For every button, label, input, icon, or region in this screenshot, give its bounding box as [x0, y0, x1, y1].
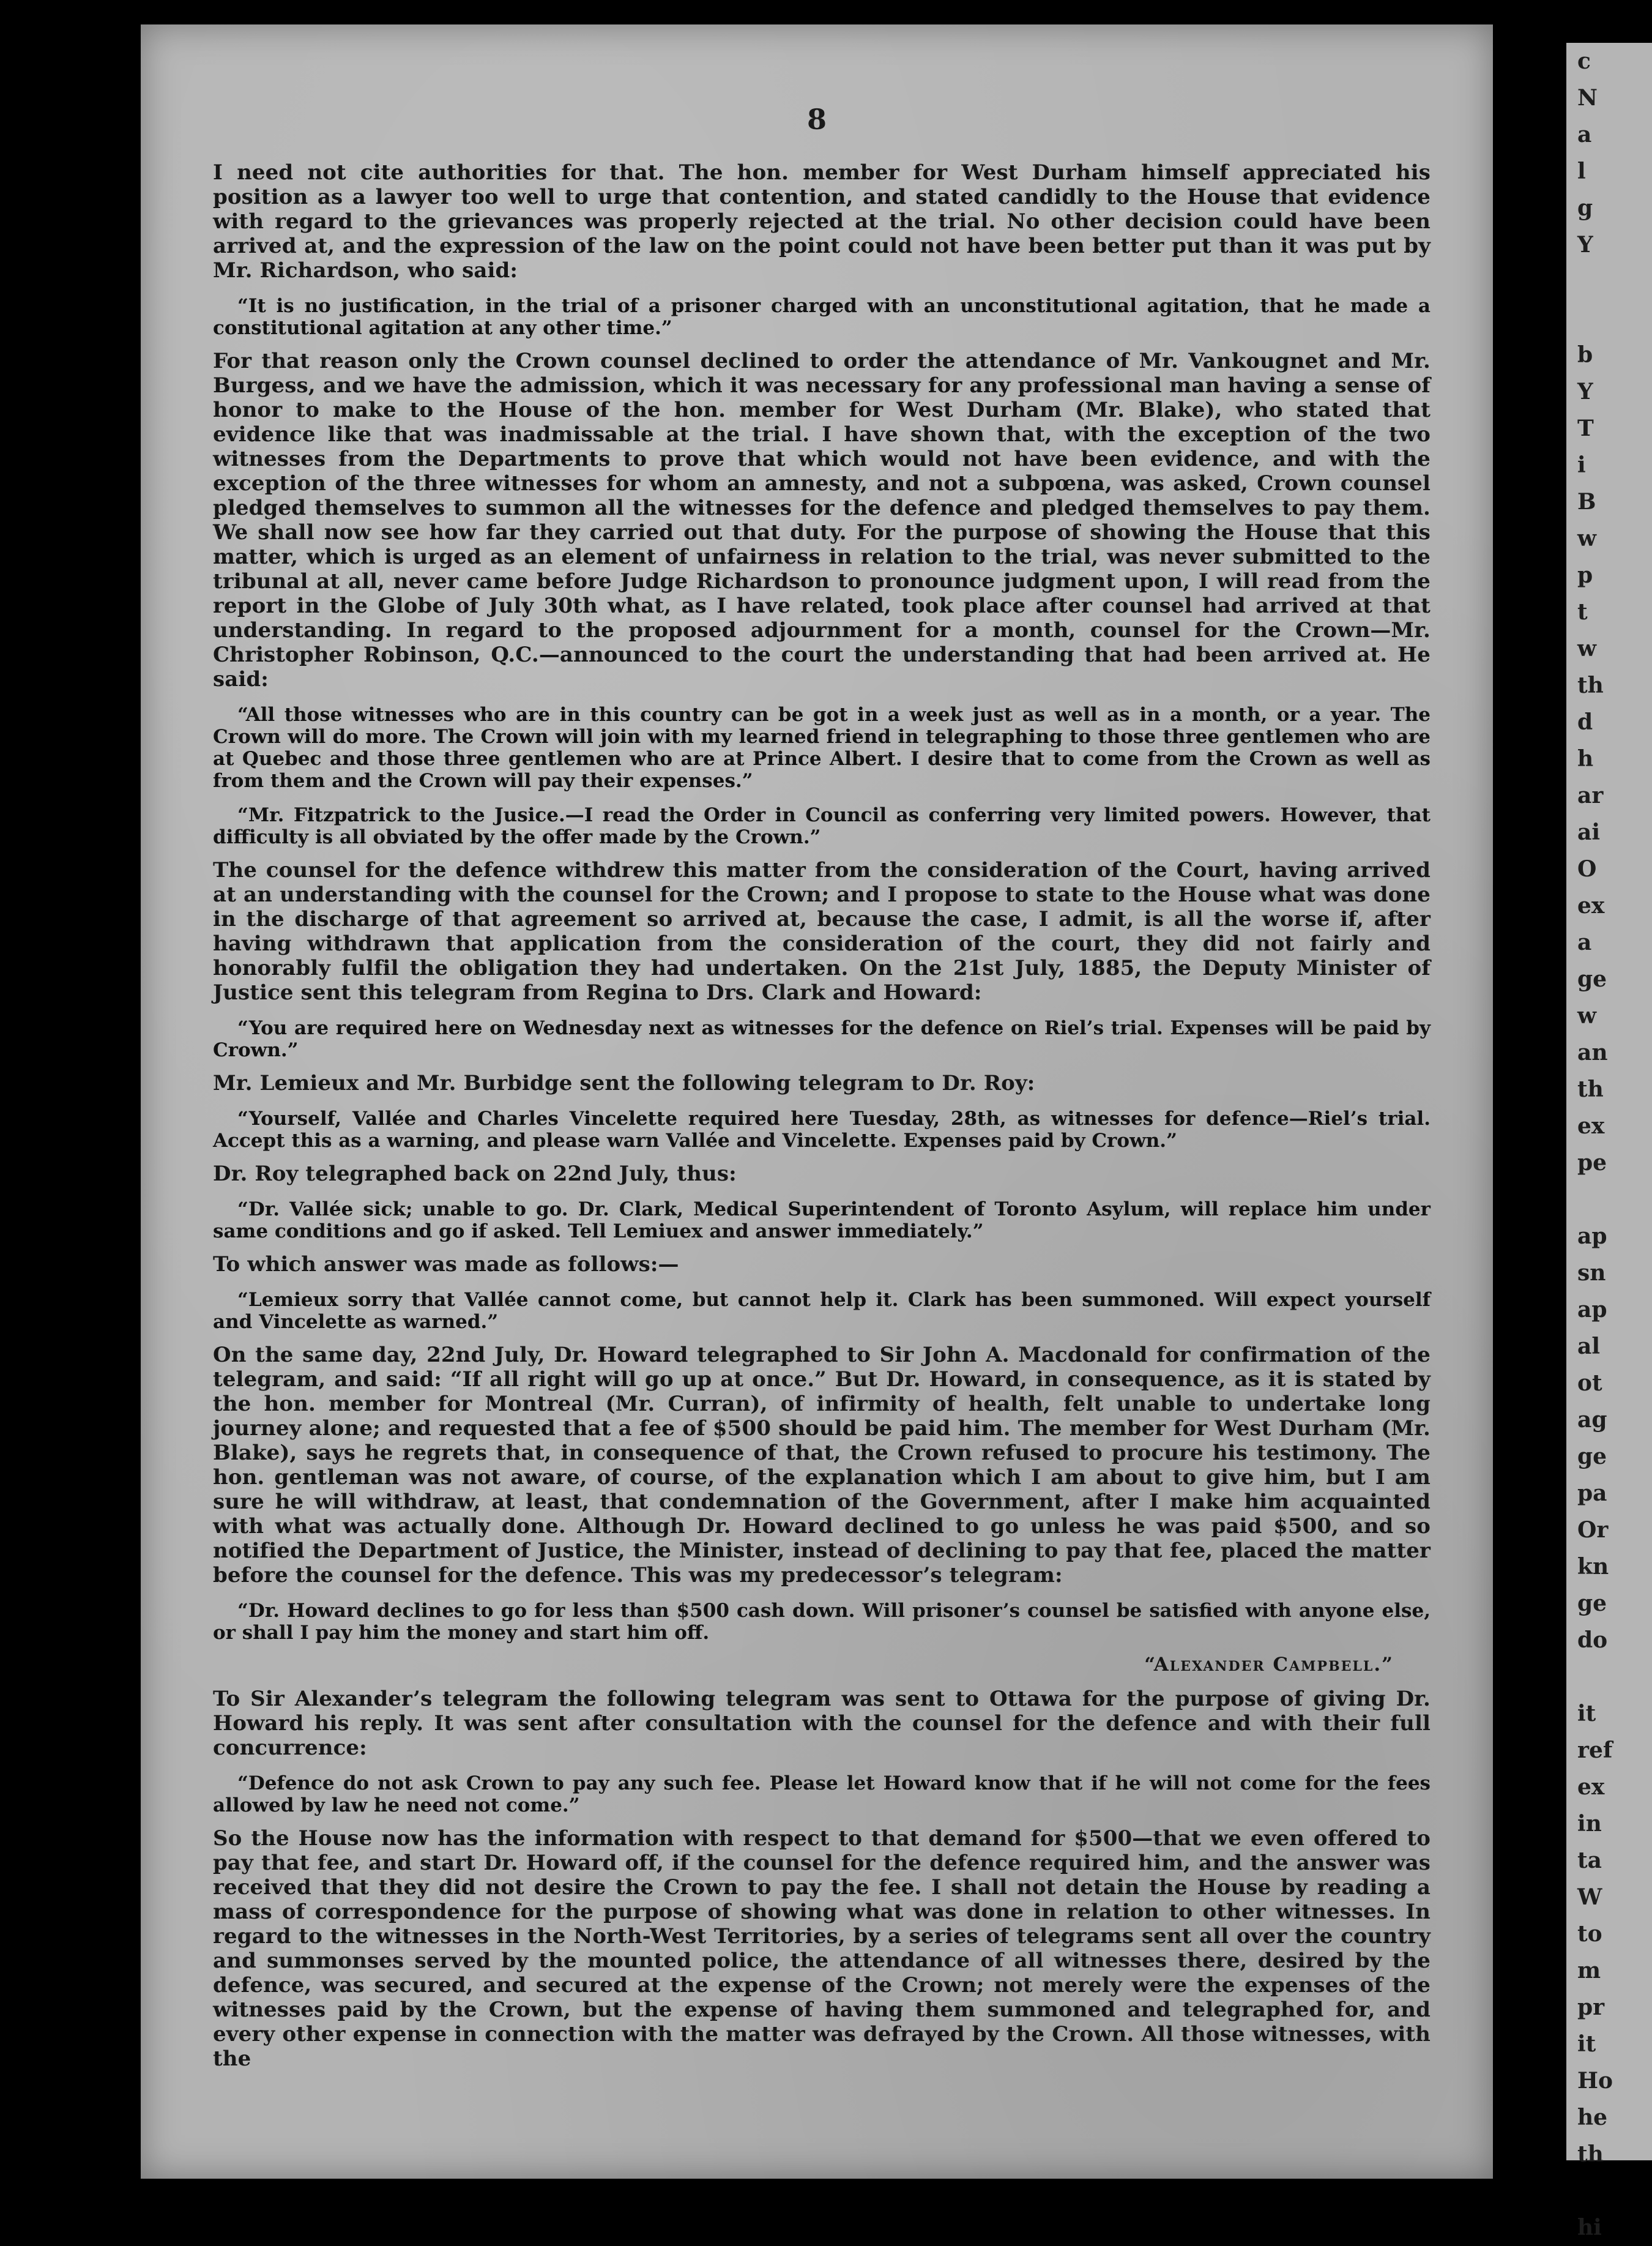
telegram-quote: “Mr. Fitzpatrick to the Jusice.—I read the Order in Council as conferring very limited powers. However, that difficulty is all obviated by the offer made by the Crown.” [213, 804, 1431, 848]
adjacent-page-text [1577, 43, 1645, 2246]
fragment-line: w [1577, 526, 1596, 551]
fragment-line: an [1577, 1040, 1608, 1065]
fragment-line: kn [1577, 1554, 1609, 1580]
fragment-line: th [1577, 673, 1604, 698]
body-paragraph: On the same day, 22nd July, Dr. Howard telegraphed to Sir John A. Macdonald for confirmation of the telegram, and said: “If all right will go up at once.” But Dr. Howard, in consequence, as it is stated by the hon. member for Montreal (Mr. Curran), of infirmity of health, felt unable to undertake long journey alone; and requested that a fee of $500 should be paid him. The member for West Durham (Mr. Blake), says he regrets that, in consequence of that, the Crown refused to procure his testimony. The hon. gentleman was not aware, of course, of the explanation which I am about to give him, but I am sure he will withdraw, at least, that condemnation of the Government, after I make him acquainted with what was actually done. Although Dr. Howard declined to go unless he was paid $500, and so notified the Department of Justice, the Minister, instead of declining to pay that fee, placed the matter before the counsel for the defence. This was my predecessor’s telegram: [213, 1343, 1431, 1587]
body-paragraph: The counsel for the defence withdrew this matter from the consideration of the Court, having arrived at an understanding with the counsel for the Crown; and I propose to state to the House what was done in the discharge of that agreement so arrived at, because the case, I admit, is all the worse if, after having withdrawn that application from the consideration of the court, they did not fairly and honorably fulfil the obligation they had undertaken. On the 21st July, 1885, the Deputy Minister of Justice sent this telegram from Regina to Drs. Clark and Howard: [213, 858, 1431, 1005]
fragment-line [1577, 2173, 1645, 2209]
document-body [213, 160, 1431, 2076]
fragment-line: a [1577, 122, 1592, 147]
body-paragraph: Dr. Roy telegraphed back on 22nd July, thus: [213, 1162, 737, 1186]
body-paragraph: For that reason only the Crown counsel declined to order the attendance of Mr. Vankougnet and Mr. Burgess, and we have the admission, which it was necessary for any professional man having a sense of honor to make to the House of the hon. member for West Durham (Mr. Blake), who stated that evidence like that was inadmissable at the trial. I have shown that, with the exception of the two witnesses from the Departments to prove that which would not have been evidence, and with the exception of the three witnesses for whom an amnesty, and not a subpœna, was asked, Crown counsel pledged themselves to summon all the witnesses for the defence and pledged themselves to pay them. We shall now see how far they carried out that duty. For the purpose of showing the House that this matter, which is urged as an element of unfairness in relation to the trial, was never submitted to the tribunal at all, never came before Judge Richardson to pronounce judgment upon, I will read from the report in the Globe of July 30th what, as I have related, took place after counsel had arrived at that understanding. In regard to the proposed adjournment for a month, counsel for the Crown—Mr. Christopher Robinson, Q.C.—announced to the court the understanding that had been arrived at. He said: [213, 349, 1431, 692]
telegram-quote: “All those witnesses who are in this country can be got in a week just as well as in a month, or a year. The Crown will do more. The Crown will join with my learned friend in telegraphing to those three gentlemen who are at Quebec and those three gentlemen who are at Prince Albert. I desire that to come from the Crown as well as from them and the Crown will pay their expenses.” [213, 704, 1431, 792]
telegram-quote: “Dr. Howard declines to go for less than $500 cash down. Will prisoner’s counsel be satisfied with anyone else, or shall I pay him the money and start him off. [213, 1600, 1431, 1644]
body-paragraph: Mr. Lemieux and Mr. Burbidge sent the following telegram to Dr. Roy: [213, 1071, 1035, 1095]
fragment-line: it [1577, 1701, 1596, 1726]
fragment-line: ex [1577, 893, 1605, 919]
document-page [141, 24, 1493, 2179]
fragment-line: d [1577, 709, 1593, 735]
fragment-line: pr [1577, 1994, 1605, 2020]
fragment-line: th [1577, 2141, 1604, 2167]
fragment-line: ex [1577, 1113, 1605, 1139]
fragment-line: ap [1577, 1223, 1607, 1249]
fragment-line: Y [1577, 232, 1593, 258]
fragment-line: to [1577, 1921, 1602, 1947]
fragment-line: h [1577, 746, 1594, 772]
fragment-line: sn [1577, 1260, 1606, 1286]
fragment-line: w [1577, 636, 1596, 662]
fragment-line: it [1577, 2031, 1596, 2057]
fragment-line: a [1577, 930, 1592, 955]
body-paragraph: To which answer was made as follows:— [213, 1252, 679, 1277]
fragment-line: ref [1577, 1737, 1613, 1763]
fragment-line: ge [1577, 1444, 1607, 1469]
fragment-line: T [1577, 416, 1594, 441]
fragment-line: ap [1577, 1297, 1607, 1323]
fragment-line: ar [1577, 783, 1604, 808]
fragment-line: ag [1577, 1407, 1607, 1433]
signature-line: “Alexander Campbell.” [1144, 1654, 1394, 1676]
fragment-line: he [1577, 2105, 1608, 2130]
fragment-line: Y [1577, 379, 1593, 405]
fragment-line: Ho [1577, 2068, 1613, 2094]
fragment-line: ge [1577, 1591, 1607, 1616]
fragment-line [1577, 1181, 1645, 1218]
fragment-line: b [1577, 342, 1593, 368]
adjacent-page-fragment [1566, 43, 1652, 2240]
telegram-quote: “Defence do not ask Crown to pay any such fee. Please let Howard know that if he will not come for the fees allowed by law he need not come.” [213, 1772, 1431, 1816]
fragment-line: in [1577, 1811, 1602, 1837]
body-paragraph: So the House now has the information with respect to that demand for $500—that we even offered to pay that fee, and start Dr. Howard off, if the counsel for the defence required him, and the answer was received that they did not desire the Crown to pay the fee. I shall not detain the House by reading a mass of correspondence for the purpose of showing what was done in relation to other witnesses. In regard to the witnesses in the North-West Territories, by a series of telegrams sent all over the country and summonses served by the mounted police, the attendance of all witnesses there, desired by the defence, was secured, and secured at the expense of the Crown; not merely were the expenses of the witnesses paid by the Crown, but the expense of having them summoned and telegraphed for, and every other expense in connection with the matter was defrayed by the Crown. All those witnesses, with the [213, 1826, 1431, 2071]
fragment-line [1577, 1658, 1645, 1695]
fragment-line: i [1577, 452, 1586, 478]
telegram-quote: “You are required here on Wednesday next as witnesses for the defence on Riel’s trial. Expenses will be paid by Crown.” [213, 1017, 1431, 1061]
fragment-line: l [1577, 159, 1586, 184]
telegram-quote: “Dr. Vallée sick; unable to go. Dr. Clark, Medical Superintendent of Toronto Asylum, will replace him under same conditions and go if asked. Tell Lemiuex and answer immediately.” [213, 1198, 1431, 1242]
fragment-line: al [1577, 1334, 1601, 1359]
telegram-quote: “It is no justification, in the trial of a prisoner charged with an unconstitutional agitation, that he made a constitutional agitation at any other time.” [213, 295, 1431, 339]
body-paragraph: I need not cite authorities for that. The hon. member for West Durham himself appreciated his position as a lawyer too well to urge that contention, and stated candidly to the House that evidence with regard to the grievances was properly rejected at the trial. No other decision could have been arrived at, and the expression of the law on the point could not have been better put than it was put by Mr. Richardson, who said: [213, 160, 1431, 283]
fragment-line: ta [1577, 1848, 1602, 1873]
fragment-line [1577, 300, 1645, 337]
fragment-line: c [1577, 48, 1591, 74]
fragment-line: p [1577, 562, 1593, 588]
page-number: 8 [806, 103, 827, 136]
fragment-line: do [1577, 1627, 1608, 1653]
body-paragraph: To Sir Alexander’s telegram the following telegram was sent to Ottawa for the purpose of giving Dr. Howard his reply. It was sent after consultation with the counsel for the defence and with their full concurrence: [213, 1687, 1431, 1760]
fragment-line: O [1577, 856, 1597, 882]
telegram-quote: “Yourself, Vallée and Charles Vincelette required here Tuesday, 28th, as witnesses for defence—Riel’s trial. Accept this as a warning, and please warn Vallée and Vincelette. Expenses paid by Crown.” [213, 1108, 1431, 1152]
fragment-line: N [1577, 85, 1598, 111]
fragment-line: B [1577, 489, 1596, 515]
telegram-quote: “Lemieux sorry that Vallée cannot come, but cannot help it. Clark has been summoned. Will expect yourself and Vincelette as warned.” [213, 1289, 1431, 1333]
fragment-line: ot [1577, 1370, 1602, 1396]
fragment-line [1577, 263, 1645, 300]
fragment-line: Or [1577, 1517, 1609, 1543]
fragment-line: W [1577, 1884, 1602, 1910]
fragment-line: th [1577, 1076, 1604, 1102]
fragment-line: w [1577, 1003, 1596, 1029]
fragment-line: ex [1577, 1774, 1605, 1800]
fragment-line: m [1577, 1958, 1601, 1983]
fragment-line: ge [1577, 966, 1607, 992]
fragment-line: pa [1577, 1480, 1607, 1506]
fragment-line: t [1577, 599, 1588, 625]
fragment-line: pe [1577, 1150, 1607, 1176]
fragment-line: hi [1577, 2215, 1602, 2240]
fragment-line: ai [1577, 819, 1601, 845]
fragment-line: g [1577, 195, 1593, 221]
